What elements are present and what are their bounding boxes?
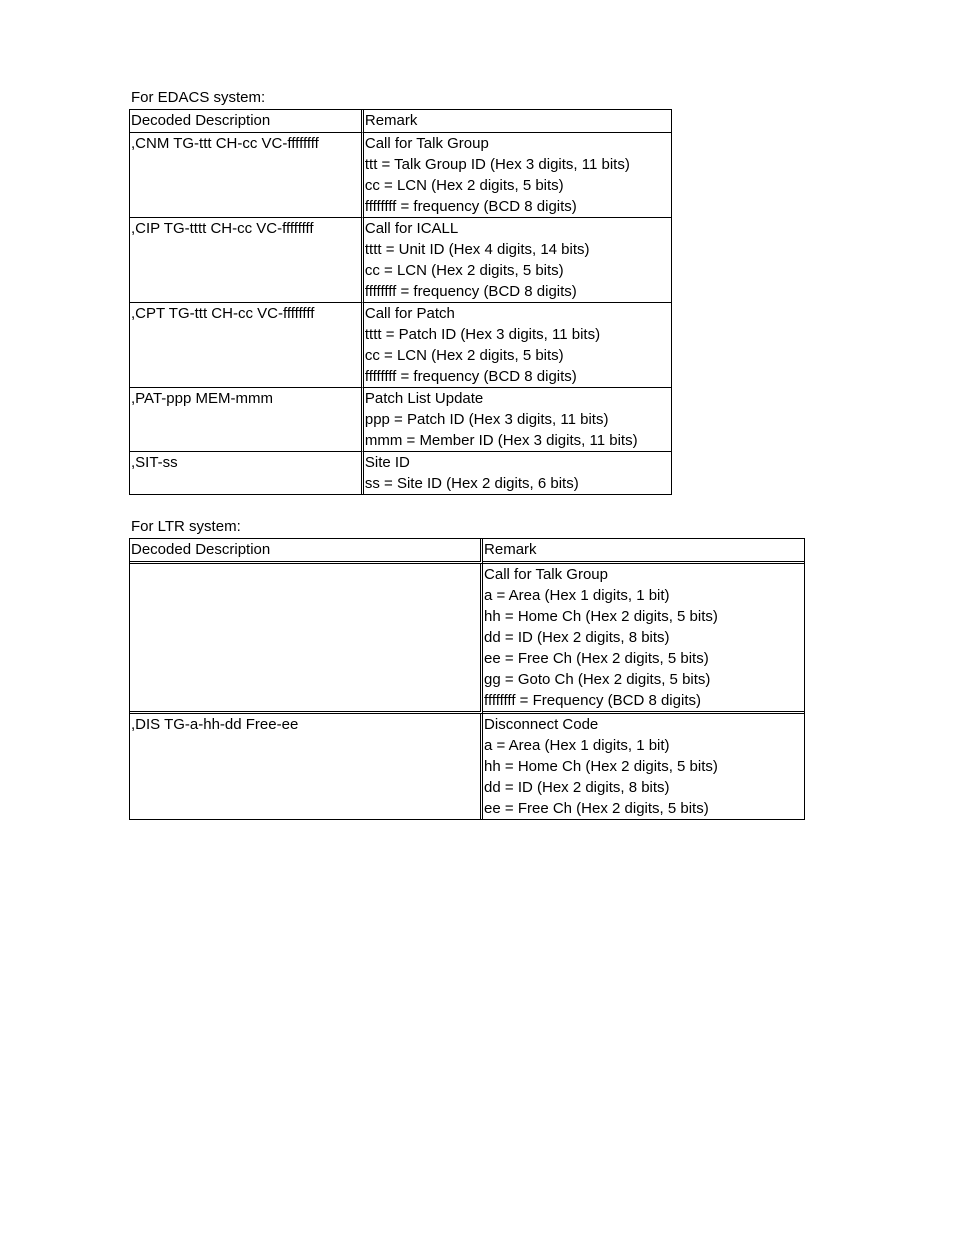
decoded-description: ,DIS TG-a-hh-dd Free-ee — [130, 714, 483, 819]
table-row — [130, 564, 804, 714]
decoded-description — [130, 564, 483, 714]
remark-cell — [483, 564, 804, 714]
edacs-header-description: Decoded Description — [130, 110, 364, 133]
remark-line: ffffffff = frequency (BCD 8 digits) — [364, 368, 577, 385]
remark-line: ffffffff = frequency (BCD 8 digits) — [364, 198, 577, 215]
remark-line: Call for ICALL — [364, 220, 459, 237]
remark-line: ttt = Talk Group ID (Hex 3 digits, 11 bits) — [364, 156, 630, 173]
remark-line: cc = LCN (Hex 2 digits, 5 bits) — [364, 177, 564, 194]
edacs-header-remark: Remark — [364, 110, 671, 133]
table-row — [130, 303, 671, 388]
remark-cell — [483, 714, 804, 819]
decoded-description: ,SIT-ss — [130, 452, 364, 494]
remark-line: ee = Free Ch (Hex 2 digits, 5 bits) — [484, 650, 709, 667]
remark-line: tttt = Unit ID (Hex 4 digits, 14 bits) — [364, 241, 590, 258]
table-row — [130, 714, 804, 819]
table-row — [130, 218, 671, 303]
remark-line: cc = LCN (Hex 2 digits, 5 bits) — [364, 347, 564, 364]
edacs-caption: For EDACS system: — [131, 89, 266, 106]
remark-line: ppp = Patch ID (Hex 3 digits, 11 bits) — [364, 411, 609, 428]
remark-line: Site ID — [364, 454, 410, 471]
decoded-description: ,CNM TG-ttt CH-cc VC-ffffffff — [130, 133, 364, 218]
remark-line: Patch List Update — [364, 390, 484, 407]
remark-cell — [364, 303, 671, 388]
remark-cell — [364, 133, 671, 218]
remark-line: Call for Talk Group — [484, 566, 608, 583]
remark-line: tttt = Patch ID (Hex 3 digits, 11 bits) — [364, 326, 601, 343]
remark-line: dd = ID (Hex 2 digits, 8 bits) — [484, 779, 670, 796]
remark-line: dd = ID (Hex 2 digits, 8 bits) — [484, 629, 670, 646]
table-row — [130, 452, 671, 494]
remark-line: a = Area (Hex 1 digits, 1 bit) — [484, 587, 670, 604]
remark-line: Call for Patch — [364, 305, 455, 322]
remark-cell — [364, 218, 671, 303]
remark-line: ffffffff = frequency (BCD 8 digits) — [364, 283, 577, 300]
remark-line: ss = Site ID (Hex 2 digits, 6 bits) — [364, 475, 579, 492]
decoded-description: ,PAT-ppp MEM-mmm — [130, 388, 364, 452]
table-row — [130, 388, 671, 452]
remark-line: cc = LCN (Hex 2 digits, 5 bits) — [364, 262, 564, 279]
remark-cell — [364, 388, 671, 452]
table-row — [130, 133, 671, 218]
remark-line: hh = Home Ch (Hex 2 digits, 5 bits) — [484, 608, 718, 625]
remark-line: ffffffff = Frequency (BCD 8 digits) — [484, 692, 701, 709]
ltr-header-description: Decoded Description — [130, 539, 483, 564]
ltr-table — [129, 538, 805, 820]
edacs-header-row — [130, 110, 671, 133]
remark-line: Call for Talk Group — [364, 135, 489, 152]
ltr-header-remark: Remark — [483, 539, 804, 564]
decoded-description: ,CPT TG-ttt CH-cc VC-ffffffff — [130, 303, 364, 388]
remark-cell — [364, 452, 671, 494]
remark-line: ee = Free Ch (Hex 2 digits, 5 bits) — [484, 800, 709, 817]
remark-line: gg = Goto Ch (Hex 2 digits, 5 bits) — [484, 671, 711, 688]
remark-line: mmm = Member ID (Hex 3 digits, 11 bits) — [364, 432, 638, 449]
ltr-header-row — [130, 539, 804, 564]
remark-line: Disconnect Code — [484, 716, 599, 733]
remark-line: hh = Home Ch (Hex 2 digits, 5 bits) — [484, 758, 718, 775]
edacs-table — [129, 109, 672, 495]
decoded-description: ,CIP TG-tttt CH-cc VC-ffffffff — [130, 218, 364, 303]
remark-line: a = Area (Hex 1 digits, 1 bit) — [484, 737, 670, 754]
ltr-caption: For LTR system: — [131, 518, 241, 535]
